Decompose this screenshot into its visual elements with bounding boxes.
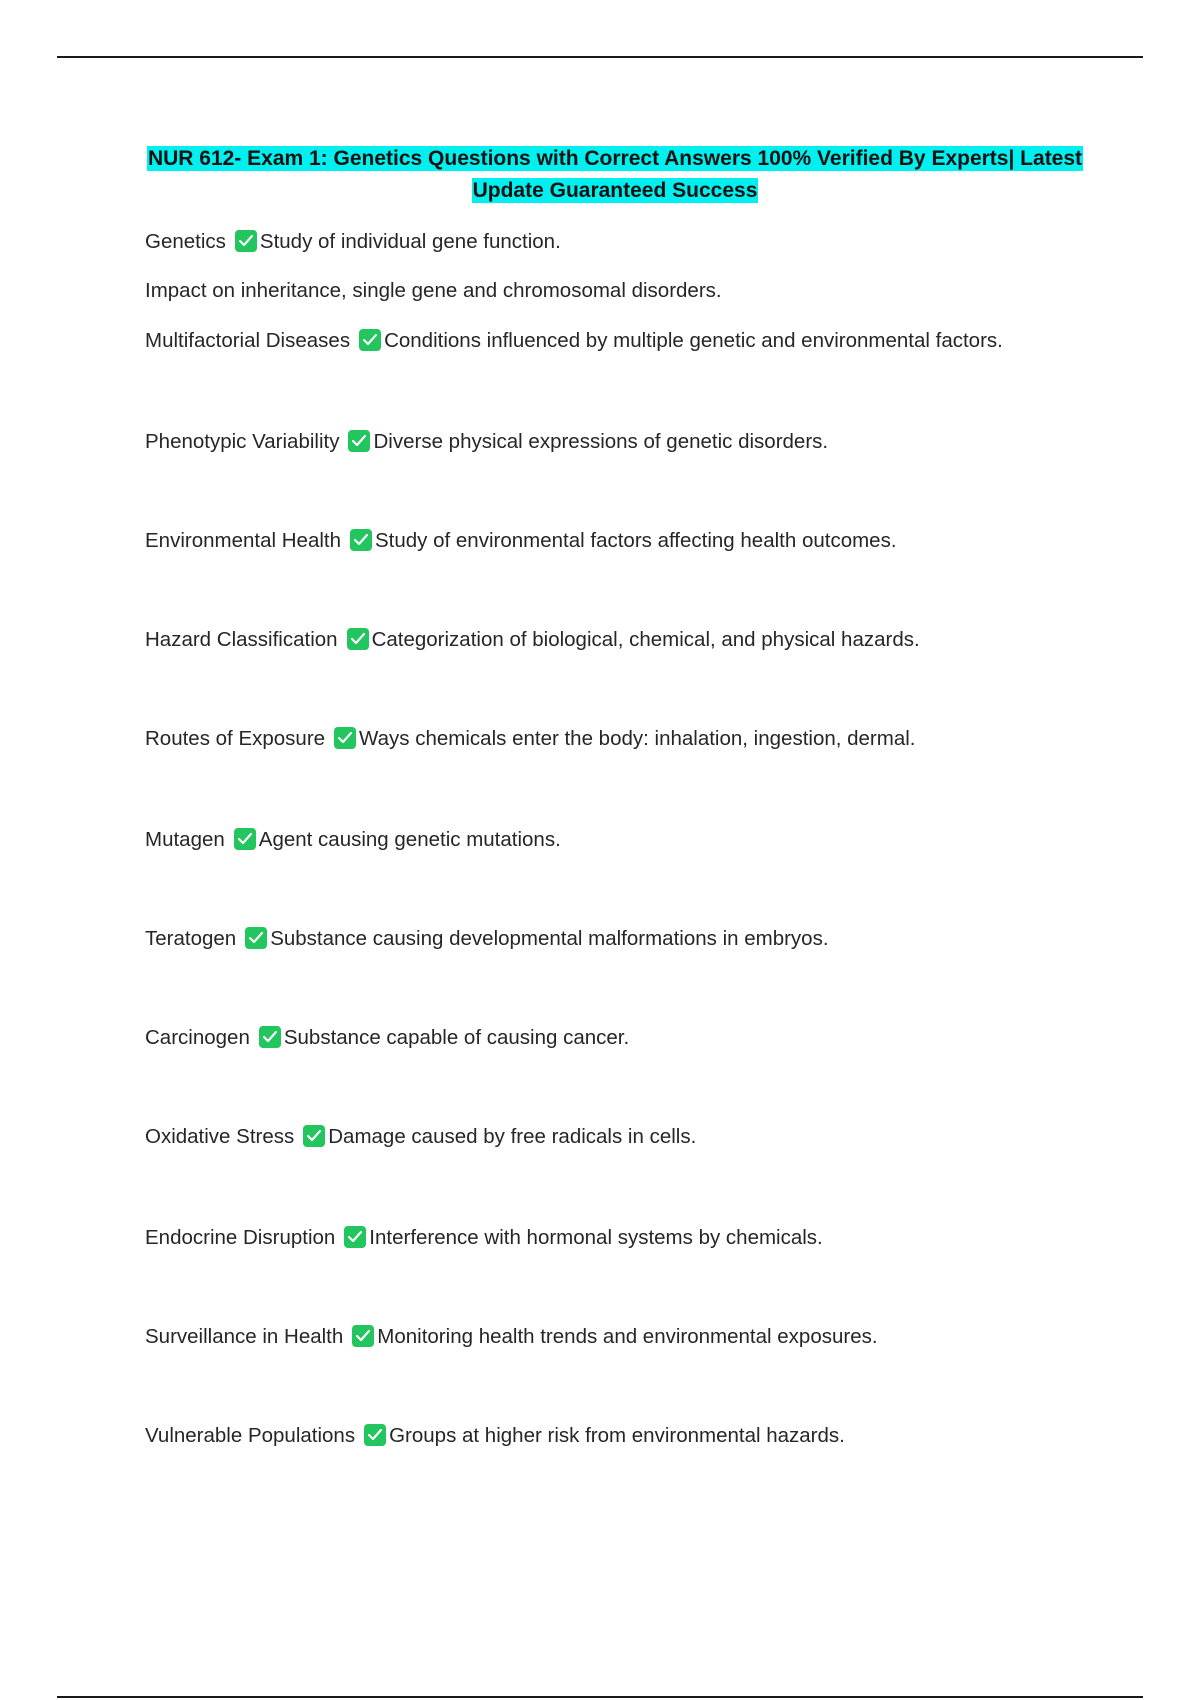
qa-item	[145, 1123, 1155, 1151]
check-mark-icon	[344, 1226, 366, 1248]
qa-term: Environmental Health	[145, 529, 341, 552]
check-mark-icon	[364, 1424, 386, 1446]
check-mark-icon	[245, 927, 267, 949]
qa-term: Genetics	[145, 230, 226, 253]
qa-definition: Conditions influenced by multiple genetic and environmental factors.	[384, 329, 1003, 352]
qa-term: Mutagen	[145, 828, 225, 851]
qa-definition: Damage caused by free radicals in cells.	[328, 1125, 697, 1148]
qa-definition: Agent causing genetic mutations.	[258, 828, 561, 851]
qa-term: Hazard Classification	[145, 628, 338, 651]
qa-definition: Groups at higher risk from environmental hazards.	[389, 1424, 845, 1447]
check-mark-icon	[235, 230, 257, 252]
qa-item	[145, 925, 1155, 953]
qa-item	[145, 725, 1155, 753]
qa-item	[145, 228, 1155, 256]
check-mark-icon	[334, 727, 356, 749]
qa-item	[145, 527, 1155, 555]
qa-definition: Categorization of biological, chemical, and physical hazards.	[371, 628, 920, 651]
check-mark-icon	[303, 1125, 325, 1147]
qa-item	[145, 1024, 1155, 1052]
qa-term: Carcinogen	[145, 1026, 250, 1049]
qa-item	[145, 1323, 1155, 1351]
check-mark-icon	[352, 1325, 374, 1347]
qa-item	[145, 327, 1155, 355]
qa-definition: Interference with hormonal systems by chemicals.	[369, 1226, 823, 1249]
qa-term: Phenotypic Variability	[145, 430, 340, 453]
qa-term: Multifactorial Diseases	[145, 329, 351, 352]
qa-definition: Study of environmental factors affecting health outcomes.	[375, 529, 897, 552]
qa-term: Vulnerable Populations	[145, 1424, 356, 1447]
qa-definition: Monitoring health trends and environmental exposures.	[377, 1325, 878, 1348]
qa-term: Routes of Exposure	[145, 727, 326, 750]
qa-text: Impact on inheritance, single gene and chromosomal disorders.	[145, 279, 722, 302]
qa-definition: Substance capable of causing cancer.	[283, 1026, 630, 1049]
check-mark-icon	[234, 828, 256, 850]
check-mark-icon	[359, 329, 381, 351]
qa-item	[145, 826, 1155, 854]
qa-term: Teratogen	[145, 927, 237, 950]
qa-definition: Diverse physical expressions of genetic disorders.	[373, 430, 829, 453]
qa-definition: Study of individual gene function.	[259, 230, 561, 253]
top-divider	[57, 56, 1143, 58]
bottom-divider	[57, 1696, 1143, 1698]
qa-definition: Ways chemicals enter the body: inhalation, ingestion, dermal.	[359, 727, 916, 750]
title-line-1: NUR 612- Exam 1: Genetics Questions with Correct Answers 100% Verified By Experts| Latest	[147, 147, 1083, 170]
qa-item	[145, 428, 1155, 456]
check-mark-icon	[350, 529, 372, 551]
qa-item	[145, 626, 1155, 654]
document-title	[140, 143, 1090, 207]
qa-continuation	[145, 277, 1155, 305]
qa-item	[145, 1422, 1155, 1450]
qa-definition: Substance causing developmental malformations in embryos.	[270, 927, 829, 950]
check-mark-icon	[259, 1026, 281, 1048]
title-line-2: Update Guaranteed Success	[472, 179, 758, 202]
check-mark-icon	[347, 628, 369, 650]
qa-item	[145, 1224, 1155, 1252]
check-mark-icon	[348, 430, 370, 452]
qa-term: Oxidative Stress	[145, 1125, 295, 1148]
qa-term: Endocrine Disruption	[145, 1226, 336, 1249]
qa-term: Surveillance in Health	[145, 1325, 344, 1348]
